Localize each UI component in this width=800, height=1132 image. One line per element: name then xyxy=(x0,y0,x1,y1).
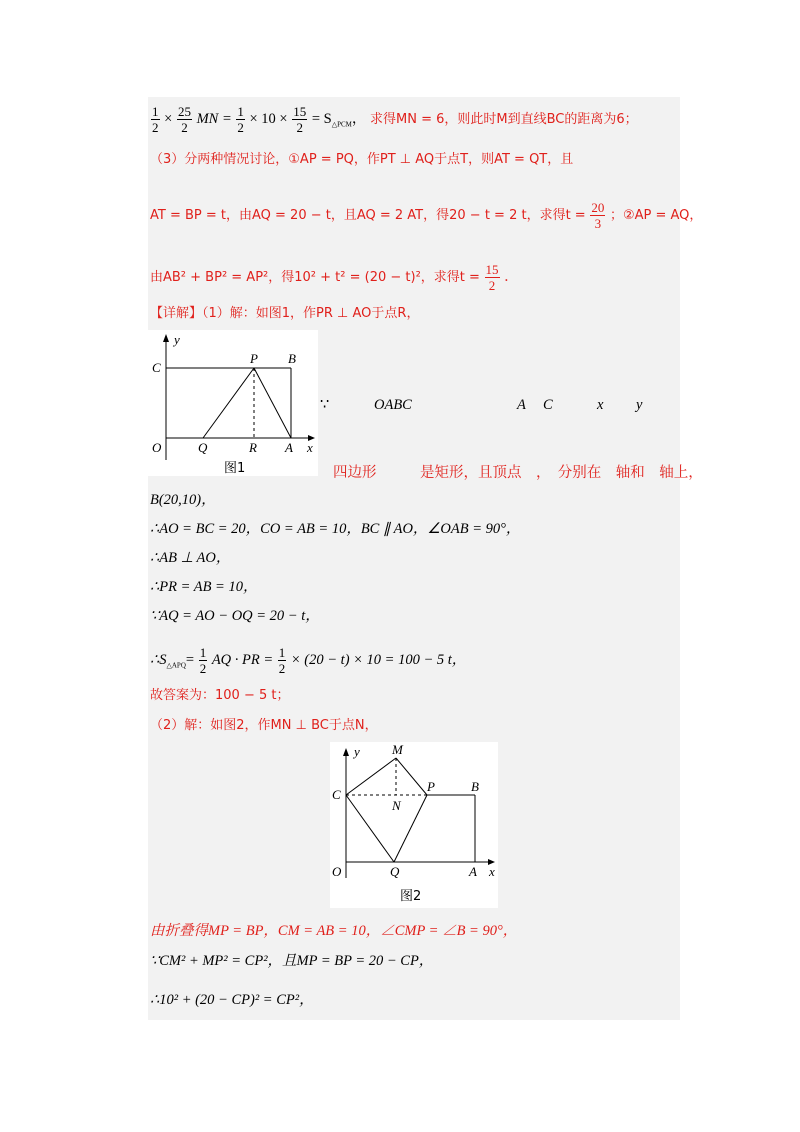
fig2-label-y: y xyxy=(354,744,360,759)
fig2-label-x: x xyxy=(489,864,495,879)
figure-1-diagram xyxy=(148,330,318,476)
part3-line-3: 由AB² + BP² = AP²，得10² + t² = (20 − t)²，求得t = $\frac{15}{2}$ ． xyxy=(150,262,519,293)
fraction-half-2: $\frac{1}{2}$ xyxy=(237,104,244,135)
fraction-t-20-3: $\frac{20}{3}$ xyxy=(591,200,605,231)
fold-statement: 由折叠得MP = BP，CM = AB = 10，∠CMP = ∠B = 90°， xyxy=(150,923,518,939)
fig1-label-y: y xyxy=(174,332,180,347)
label-y: y xyxy=(636,397,643,413)
fraction-25-2: $\frac{25}{2}$ xyxy=(177,104,191,135)
fig1-y-arrow xyxy=(163,334,169,342)
fraction-half-area: $\frac{1}{2}$ xyxy=(199,645,207,676)
fig2-label-o: O xyxy=(332,864,342,879)
step-5-area: $\therefore S_{\triangle APQ}=$ $\frac{1}{2}$ AQ · PR = $\frac{1}{2}$ × (20 − t) × 10 = 100 − 5 t， xyxy=(150,645,467,676)
b-coordinate: B(20,10)， xyxy=(150,492,216,508)
fig2-line-cm xyxy=(346,758,396,795)
fig1-label-a: A xyxy=(285,440,293,455)
formula-line-1: $\frac{1}{2}$ × $\frac{25}{2}$ MN = $\frac{1}{2}$ × 10 × $\frac{15}{2}$ = $S_{\triangle PCM}$， 求得MN = 6，则此时M到直线BC的距离为6； xyxy=(152,104,638,135)
fraction-half: $\frac{1}{2}$ xyxy=(152,104,159,135)
part2-heading: （2）解：如图2，作MN ⊥ BC于点N， xyxy=(150,718,378,733)
fig1-label-p: P xyxy=(250,351,258,366)
rectangle-statement: 四边形 是矩形，且顶点 ， 分别在 轴和 轴上， xyxy=(333,465,703,481)
step-4: ∵AQ = AO − OQ = 20 − t， xyxy=(150,608,320,624)
fig2-label-m: M xyxy=(392,742,403,757)
fig1-label-x: x xyxy=(307,440,313,455)
equation-line: ∴10² + (20 − CP)² = CP²， xyxy=(150,992,314,1008)
fig2-y-arrow xyxy=(343,748,349,756)
label-c: C xyxy=(543,397,553,413)
detail-tag: 【详解】 xyxy=(150,306,203,321)
answer-line: 故答案为：100 − 5 t； xyxy=(150,688,290,703)
fig1-label-o: O xyxy=(152,440,162,455)
label-a: A xyxy=(517,397,526,413)
fig1-line-qp xyxy=(203,368,254,438)
fraction-t-15-2: $\frac{15}{2}$ xyxy=(485,262,499,293)
fig1-label-b: B xyxy=(288,351,296,366)
label-oabc: OABC xyxy=(374,397,412,413)
label-x: x xyxy=(597,397,604,413)
fig1-caption: 图1 xyxy=(224,461,246,476)
fig2-label-a: A xyxy=(469,864,477,879)
fig1-line-pa xyxy=(254,368,291,438)
fig2-label-b: B xyxy=(471,779,479,794)
line-1-result: 求得MN = 6，则此时M到直线BC的距离为6； xyxy=(370,111,638,127)
figure-2 xyxy=(330,742,498,908)
pythagoras-statement: ∵CM² + MP² = CP²，且MP = BP = 20 − CP， xyxy=(150,953,434,969)
part3-line-2: AT = BP = t，由AQ = 20 − t，且AQ = 2 AT，得20 − t = 2 t，求得t = $\frac{20}{3}$ ；②AP = AQ， xyxy=(150,200,703,231)
part3-line: （3）分两种情况讨论，①AP = PQ，作PT ⊥ AQ于点T，则AT = QT，且 xyxy=(150,152,574,167)
fig1-label-r: R xyxy=(249,440,257,455)
fig1-label-q: Q xyxy=(198,440,208,455)
detail-heading: 【详解】（1）解：如图1，作PR ⊥ AO于点R， xyxy=(150,306,420,321)
fig2-label-q: Q xyxy=(390,864,400,879)
fig2-caption: 图2 xyxy=(400,889,422,904)
step-1: ∴AO = BC = 20，CO = AB = 10，BC ∥ AO，∠OAB = 90°， xyxy=(150,521,521,537)
fig2-line-cq xyxy=(346,795,394,862)
fig2-label-p: P xyxy=(427,779,435,794)
fig2-label-n: N xyxy=(392,798,401,813)
fig2-line-mp xyxy=(396,758,427,795)
figure-2-diagram xyxy=(330,742,498,908)
fraction-half-area-2: $\frac{1}{2}$ xyxy=(278,645,286,676)
fig2-label-c: C xyxy=(332,787,341,802)
step-2: ∴AB ⊥ AO， xyxy=(150,550,231,566)
step-3: ∴PR = AB = 10， xyxy=(150,579,258,595)
because-symbol: ∵ xyxy=(320,397,330,413)
figure-1 xyxy=(148,330,318,476)
fig1-label-c: C xyxy=(152,360,161,375)
fraction-15-2: $\frac{15}{2}$ xyxy=(293,104,307,135)
